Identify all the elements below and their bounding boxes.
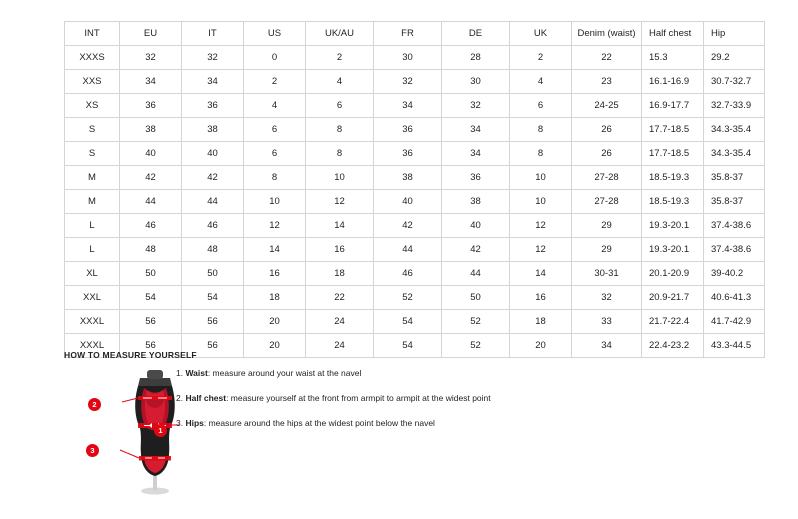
cell-fr: 54 <box>374 310 442 334</box>
cell-int: S <box>65 142 120 166</box>
cell-denim-waist: 23 <box>572 70 642 94</box>
marker-2: 2 <box>88 398 101 411</box>
cell-eu: 54 <box>120 286 182 310</box>
cell-uk: 12 <box>510 214 572 238</box>
table-row <box>65 118 765 142</box>
cell-hip: 37.4-38.6 <box>704 238 765 262</box>
cell-denim-waist: 34 <box>572 334 642 358</box>
cell-half-chest: 18.5-19.3 <box>642 190 704 214</box>
column-header-it: IT <box>182 22 244 46</box>
cell-fr: 34 <box>374 94 442 118</box>
cell-denim-waist: 29 <box>572 238 642 262</box>
cell-us: 6 <box>244 142 306 166</box>
column-header-fr: FR <box>374 22 442 46</box>
instruction-half-chest-text: : measure yourself at the front from armpit to armpit at the widest point <box>226 393 491 403</box>
column-header-de: DE <box>442 22 510 46</box>
cell-half-chest: 22.4-23.2 <box>642 334 704 358</box>
cell-int: XXS <box>65 70 120 94</box>
cell-denim-waist: 24-25 <box>572 94 642 118</box>
cell-eu: 56 <box>120 334 182 358</box>
cell-int: XXL <box>65 286 120 310</box>
cell-ukau: 24 <box>306 310 374 334</box>
cell-int: S <box>65 118 120 142</box>
cell-half-chest: 16.1-16.9 <box>642 70 704 94</box>
cell-it: 42 <box>182 166 244 190</box>
cell-it: 56 <box>182 334 244 358</box>
cell-uk: 16 <box>510 286 572 310</box>
cell-us: 2 <box>244 70 306 94</box>
cell-denim-waist: 26 <box>572 118 642 142</box>
cell-uk: 12 <box>510 238 572 262</box>
cell-int: XXXL <box>65 334 120 358</box>
column-header-hip: Hip <box>704 22 765 46</box>
table-body <box>65 46 765 358</box>
cell-uk: 14 <box>510 262 572 286</box>
cell-uk: 8 <box>510 118 572 142</box>
cell-ukau: 22 <box>306 286 374 310</box>
column-header-denim-waist: Denim (waist) <box>572 22 642 46</box>
cell-half-chest: 15.3 <box>642 46 704 70</box>
cell-us: 0 <box>244 46 306 70</box>
table-row <box>65 310 765 334</box>
cell-eu: 34 <box>120 70 182 94</box>
cell-us: 18 <box>244 286 306 310</box>
cell-hip: 39-40.2 <box>704 262 765 286</box>
cell-it: 40 <box>182 142 244 166</box>
cell-hip: 29.2 <box>704 46 765 70</box>
cell-int: XXXS <box>65 46 120 70</box>
measure-instructions <box>176 368 596 443</box>
table-header-row <box>65 22 765 46</box>
cell-eu: 40 <box>120 142 182 166</box>
column-header-eu: EU <box>120 22 182 46</box>
cell-us: 16 <box>244 262 306 286</box>
cell-us: 20 <box>244 334 306 358</box>
cell-de: 52 <box>442 310 510 334</box>
cell-fr: 54 <box>374 334 442 358</box>
cell-eu: 50 <box>120 262 182 286</box>
cell-denim-waist: 30-31 <box>572 262 642 286</box>
cell-uk: 2 <box>510 46 572 70</box>
table-row <box>65 46 765 70</box>
instruction-waist-text: : measure around your waist at the navel <box>207 368 362 378</box>
cell-it: 44 <box>182 190 244 214</box>
cell-eu: 46 <box>120 214 182 238</box>
cell-de: 28 <box>442 46 510 70</box>
cell-hip: 41.7-42.9 <box>704 310 765 334</box>
table-row <box>65 166 765 190</box>
cell-de: 36 <box>442 166 510 190</box>
cell-half-chest: 17.7-18.5 <box>642 118 704 142</box>
cell-hip: 34.3-35.4 <box>704 118 765 142</box>
table-row <box>65 70 765 94</box>
instruction-hips-term: Hips <box>185 418 204 428</box>
cell-hip: 40.6-41.3 <box>704 286 765 310</box>
cell-denim-waist: 33 <box>572 310 642 334</box>
instruction-hips <box>176 418 596 429</box>
marker-3: 3 <box>86 444 99 457</box>
table-row <box>65 190 765 214</box>
cell-half-chest: 19.3-20.1 <box>642 238 704 262</box>
cell-fr: 46 <box>374 262 442 286</box>
cell-us: 6 <box>244 118 306 142</box>
cell-ukau: 24 <box>306 334 374 358</box>
cell-de: 32 <box>442 94 510 118</box>
cell-int: M <box>65 190 120 214</box>
cell-uk: 20 <box>510 334 572 358</box>
instruction-hips-number: 3. <box>176 418 186 428</box>
cell-uk: 18 <box>510 310 572 334</box>
cell-ukau: 2 <box>306 46 374 70</box>
cell-hip: 32.7-33.9 <box>704 94 765 118</box>
cell-us: 14 <box>244 238 306 262</box>
cell-de: 40 <box>442 214 510 238</box>
instruction-hips-text: : measure around the hips at the widest point below the navel <box>203 418 435 428</box>
cell-denim-waist: 22 <box>572 46 642 70</box>
cell-it: 50 <box>182 262 244 286</box>
cell-hip: 34.3-35.4 <box>704 142 765 166</box>
instruction-half-chest-term: Half chest <box>185 393 227 403</box>
cell-denim-waist: 26 <box>572 142 642 166</box>
column-header-uk: UK <box>510 22 572 46</box>
cell-ukau: 4 <box>306 70 374 94</box>
column-header-ukau: UK/AU <box>306 22 374 46</box>
cell-eu: 32 <box>120 46 182 70</box>
cell-de: 34 <box>442 142 510 166</box>
cell-half-chest: 18.5-19.3 <box>642 166 704 190</box>
cell-ukau: 16 <box>306 238 374 262</box>
cell-us: 8 <box>244 166 306 190</box>
cell-us: 4 <box>244 94 306 118</box>
cell-int: XS <box>65 94 120 118</box>
cell-it: 36 <box>182 94 244 118</box>
cell-denim-waist: 27-28 <box>572 166 642 190</box>
cell-fr: 38 <box>374 166 442 190</box>
cell-int: L <box>65 214 120 238</box>
cell-half-chest: 20.9-21.7 <box>642 286 704 310</box>
cell-ukau: 8 <box>306 142 374 166</box>
cell-half-chest: 16.9-17.7 <box>642 94 704 118</box>
cell-de: 42 <box>442 238 510 262</box>
cell-it: 54 <box>182 286 244 310</box>
cell-half-chest: 17.7-18.5 <box>642 142 704 166</box>
cell-hip: 37.4-38.6 <box>704 214 765 238</box>
table-row <box>65 214 765 238</box>
cell-eu: 44 <box>120 190 182 214</box>
cell-it: 48 <box>182 238 244 262</box>
column-header-int: INT <box>65 22 120 46</box>
cell-it: 56 <box>182 310 244 334</box>
cell-int: M <box>65 166 120 190</box>
cell-ukau: 10 <box>306 166 374 190</box>
cell-half-chest: 21.7-22.4 <box>642 310 704 334</box>
cell-hip: 30.7-32.7 <box>704 70 765 94</box>
cell-it: 46 <box>182 214 244 238</box>
table-row <box>65 238 765 262</box>
table-row <box>65 286 765 310</box>
cell-hip: 35.8-37 <box>704 190 765 214</box>
cell-de: 38 <box>442 190 510 214</box>
cell-int: XXXL <box>65 310 120 334</box>
size-chart-table <box>64 21 765 358</box>
cell-uk: 4 <box>510 70 572 94</box>
instruction-waist <box>176 368 596 379</box>
cell-ukau: 18 <box>306 262 374 286</box>
instruction-half-chest <box>176 393 596 404</box>
cell-fr: 36 <box>374 118 442 142</box>
instruction-half-chest-number: 2. <box>176 393 186 403</box>
table-row <box>65 94 765 118</box>
cell-de: 34 <box>442 118 510 142</box>
column-header-us: US <box>244 22 306 46</box>
cell-half-chest: 19.3-20.1 <box>642 214 704 238</box>
table-header <box>65 22 765 46</box>
cell-it: 32 <box>182 46 244 70</box>
how-to-measure-title: HOW TO MEASURE YOURSELF <box>64 350 197 360</box>
cell-us: 10 <box>244 190 306 214</box>
cell-uk: 6 <box>510 94 572 118</box>
cell-de: 50 <box>442 286 510 310</box>
cell-fr: 30 <box>374 46 442 70</box>
column-header-half-chest: Half chest <box>642 22 704 46</box>
cell-ukau: 8 <box>306 118 374 142</box>
cell-de: 52 <box>442 334 510 358</box>
cell-hip: 43.3-44.5 <box>704 334 765 358</box>
cell-it: 34 <box>182 70 244 94</box>
cell-int: L <box>65 238 120 262</box>
cell-ukau: 6 <box>306 94 374 118</box>
cell-int: XL <box>65 262 120 286</box>
cell-uk: 8 <box>510 142 572 166</box>
cell-denim-waist: 29 <box>572 214 642 238</box>
cell-us: 12 <box>244 214 306 238</box>
instruction-waist-number: 1. <box>176 368 186 378</box>
cell-fr: 32 <box>374 70 442 94</box>
cell-denim-waist: 32 <box>572 286 642 310</box>
cell-eu: 38 <box>120 118 182 142</box>
cell-hip: 35.8-37 <box>704 166 765 190</box>
table-row <box>65 262 765 286</box>
cell-fr: 36 <box>374 142 442 166</box>
table-row <box>65 142 765 166</box>
cell-fr: 44 <box>374 238 442 262</box>
cell-eu: 48 <box>120 238 182 262</box>
cell-half-chest: 20.1-20.9 <box>642 262 704 286</box>
size-chart-container <box>64 21 752 358</box>
cell-fr: 40 <box>374 190 442 214</box>
cell-it: 38 <box>182 118 244 142</box>
marker-1: 1 <box>154 424 167 437</box>
cell-ukau: 14 <box>306 214 374 238</box>
cell-ukau: 12 <box>306 190 374 214</box>
cell-denim-waist: 27-28 <box>572 190 642 214</box>
cell-fr: 42 <box>374 214 442 238</box>
cell-de: 30 <box>442 70 510 94</box>
cell-eu: 56 <box>120 310 182 334</box>
cell-uk: 10 <box>510 190 572 214</box>
cell-eu: 42 <box>120 166 182 190</box>
cell-fr: 52 <box>374 286 442 310</box>
cell-uk: 10 <box>510 166 572 190</box>
cell-us: 20 <box>244 310 306 334</box>
cell-de: 44 <box>442 262 510 286</box>
instruction-waist-term: Waist <box>185 368 208 378</box>
cell-eu: 36 <box>120 94 182 118</box>
